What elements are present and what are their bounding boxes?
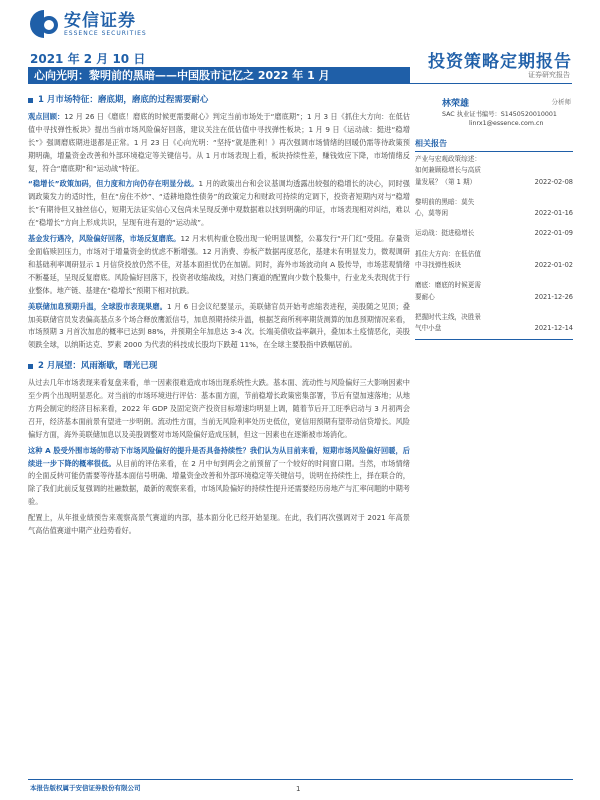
related-report-title-line: 抓住大方向：在低估值 — [415, 249, 481, 258]
paragraph — [28, 111, 410, 176]
related-report-item[interactable] — [415, 228, 573, 239]
paragraph-lead: 基金发行遇冷，风险偏好回落，市场反复磨底。 — [28, 234, 181, 244]
paragraph — [28, 233, 410, 298]
sidebar — [415, 96, 573, 340]
related-report-title-line: 量发展？（第 1 期） — [415, 177, 477, 186]
related-report-date: 2022-01-09 — [534, 229, 573, 238]
related-report-title — [415, 280, 513, 303]
logo-en: ESSENCE SECURITIES — [64, 29, 147, 37]
section-title — [28, 360, 410, 373]
paragraph-lead: “稳增长”政策加码，但力度和方向仍存在明显分歧。 — [28, 179, 199, 189]
related-report-title — [415, 249, 513, 272]
footer-disclaimer: 本报告版权属于安信证券股份有限公司 — [30, 784, 141, 792]
analyst-email[interactable]: linrx1@essence.com.cn — [469, 120, 544, 127]
paragraph-lead: 这种 A 股受外围市场的带动下市场风险偏好的提升是否具备持续性？我们认为从目前来看，短期市场风险偏好回暖，后续进一步下降的概率很低。 — [28, 445, 410, 468]
related-report-title-line: 磨底：磨底的时候更需 — [415, 281, 481, 290]
related-report-title — [415, 228, 513, 239]
paragraph-text: 从目前的评估来看，在 2 月中旬到两会之前预留了一个较好的时间窗口期。当然，市场情绪的全面反转可能仍需要等待基本面信号明确、增量资金改善和外部环境稳定等关键信号，说明在持续性上，择在联合的，除了我们此前反复强调的社融数据，最新的观察来看，市场风险偏好的持续性提升还需要经历房地产与汇率问题的中期考验。 — [28, 458, 410, 507]
section-title — [28, 94, 410, 107]
related-reports-list — [415, 151, 573, 340]
related-report-date: 2022-01-02 — [534, 261, 573, 270]
logo-cn: 安信证券 — [64, 10, 136, 31]
report-date: 2021 年 2 月 10 日 — [30, 52, 146, 66]
section-title-text: 1 月市场特征：磨底期，磨底的过程需要耐心 — [38, 95, 209, 105]
related-report-item[interactable] — [415, 312, 573, 335]
related-report-item[interactable] — [415, 197, 573, 220]
section-bullet-icon — [28, 364, 33, 369]
paragraph — [28, 512, 410, 538]
paragraph-text: 从过去几年市场表现来看复盘来看，单一因素很难造成市场出现系统性大跌。基本面、流动性与风险偏好三大影响因素中至少两个出现明显恶化。对当前的市场环境进行评估：基本面方面，节前稳增长政策密集部署，节后有望加速落地；从地方两会制定的经济目标来看，2022 年 GDP 及固定资产投资目标增速均明显上调，随着节后开工旺季启动与 3 月初两会召开，经济基本面前景有望进一步明朗。流动性方面，当前无风险利率处历史低位，宽信用预期有望带动信贷增长。风险偏好方面，海外美联储加息以及美股调整对市场风险偏好造成压制，但这一因素也在逐渐被市场消化。 — [28, 378, 410, 439]
related-report-title-line: 黎明前的黑暗：莫失 — [415, 197, 475, 206]
related-report-title — [415, 154, 513, 188]
related-report-title — [415, 197, 513, 220]
analyst-role: 分析师 — [551, 98, 571, 106]
paragraph-text: 12 月末机构重仓股出现一轮明显调整，公募发行“开门红”受阻。存量资金面临赎回压力，市场对于增量资金的忧虑不断增强。12 月消费、券板产数据再度恶化，基建未有明显发力，微观调研和基础利率调研显示 1 月信贷投放仍然不佳，对基本面担忧仍在加剧。同时，海外市场波动向 A 股传导，市场悲观情绪不断蔓延，呈现反复磨底。风险偏好回落下，投资者收缩战线，对热门赛道的配置向少数个股集中，行业龙头表现优于行业整体。地产链、基建在“稳增长”预期下相对抗跌。 — [28, 234, 410, 295]
paragraph — [28, 178, 410, 230]
main-content — [28, 92, 410, 541]
related-report-date: 2021-12-14 — [534, 324, 573, 333]
paragraph-text: 1 月的政策出台和会议基调均透露出较强的稳增长的决心，同时强调政策发力的适时性，但在“房住不炒”、“适耕地隐性债务”的政策定力和财政可持续的定调下，投资者短期内对与“稳增长”有期待但又抽丝信心，短期无法证实信心又包尚未呈现反弹中观数据难以找到明确的印证，市场表现相对纠结，难以在“稳增长”方向上形成共识，呈现有进有退的“运动战”。 — [28, 179, 410, 228]
related-report-title-line: 如何兼顾稳增长与高质 — [415, 166, 481, 175]
header-divider — [410, 83, 572, 84]
related-report-item[interactable] — [415, 280, 573, 303]
related-report-title-line: 运动战：挺进稳增长 — [415, 229, 475, 238]
related-report-title-line: 心，莫等闲 — [415, 209, 448, 218]
paragraph — [28, 301, 410, 353]
related-reports-title: 相关报告 — [415, 139, 447, 148]
related-report-title-line: 中寻找弹性板块 — [415, 261, 462, 270]
logo-mark-icon — [30, 10, 58, 38]
section-title-text: 2 月展望：风雨渐歇，曙光已现 — [38, 361, 158, 372]
analyst-license: SAC 执业证书编号：S1450520010001 — [442, 111, 557, 118]
related-report-date: 2022-01-16 — [534, 209, 573, 218]
page-number: 1 — [296, 785, 301, 793]
report-title: 心向光明：黎明前的黑暗——中国股市记忆之 2022 年 1 月 — [28, 67, 410, 84]
paragraph-lead: 美联储加息预期升温，全球股市表现果磨。 — [28, 301, 167, 311]
related-report-item[interactable] — [415, 249, 573, 272]
related-report-item[interactable] — [415, 154, 573, 188]
related-report-date: 2021-12-26 — [534, 292, 573, 301]
related-report-date: 2022-02-08 — [534, 177, 573, 186]
related-report-title-line: 把握时代主线，决胜景 — [415, 312, 481, 321]
paragraph — [28, 377, 410, 442]
section-bullet-icon — [28, 98, 33, 103]
paragraph-lead: 观点回顾： — [28, 111, 65, 121]
footer-divider — [28, 779, 573, 780]
related-report-title-line: 气中小盘 — [415, 324, 442, 333]
paragraph-text: 1 月 6 日会议纪要显示，美联储官员开始考虑缩表进程，美股随之见顶；叠加美联储官员发表偏高基点多个场合释放鹰派信号，加息预期持续升温，根据芝商所利率期货测算的加息预期情况来看，市场预期 3 月首次加息的概率已达到 88%，并预期全年加息达 3-4 次。长端美债收益率飙升，叠加本土疫情恶化，美股领跌全球，以纳斯达克、罗素 2000 为代表的科技成长股均下跌超 11%，在全球主要股指中跌幅居前。 — [28, 301, 410, 350]
paragraph — [28, 445, 410, 510]
paragraph-text: 12 月 26 日《磨底！磨底的时候更需要耐心》判定当前市场处于“磨底期”；1 月 3 日《抓住大方向：在低估值中寻找弹性板块》提出当前市场风险偏好回落，建议关注在低估值中寻找弹性板块；1 月 9 日《运动战：挺进“稳增长”》强调磨底期进退都是正常。1 月 23 日《心向光明：“坚持”就是胜利！》再次强调市场情绪的回暖仍需等待政策预期明确，增量资金改善和外部环境稳定等关键信号。从 1 月市场表现上看，板块持续性差，赚钱效应下降，市场情绪反复，符合“磨底期”和“运动战”特征。 — [28, 111, 410, 173]
analyst-block — [415, 96, 573, 130]
related-report-title — [415, 312, 513, 335]
related-report-title-line: 要耐心 — [415, 292, 435, 301]
company-logo — [30, 10, 147, 38]
paragraph-text: 配置上，从年报业绩预告来观察高景气赛道的内部，基本面分化已经开始显现。在此，我们再次强调对于 2021 年高景气高估值赛道中期产业趋势看好。 — [28, 513, 410, 536]
report-type: 投资策略定期报告 — [428, 52, 572, 72]
analyst-name: 林荣雄 — [442, 99, 470, 109]
report-subtype: 证券研究报告 — [528, 71, 570, 79]
related-report-title-line: 产业与宏观政策综述： — [415, 155, 481, 163]
